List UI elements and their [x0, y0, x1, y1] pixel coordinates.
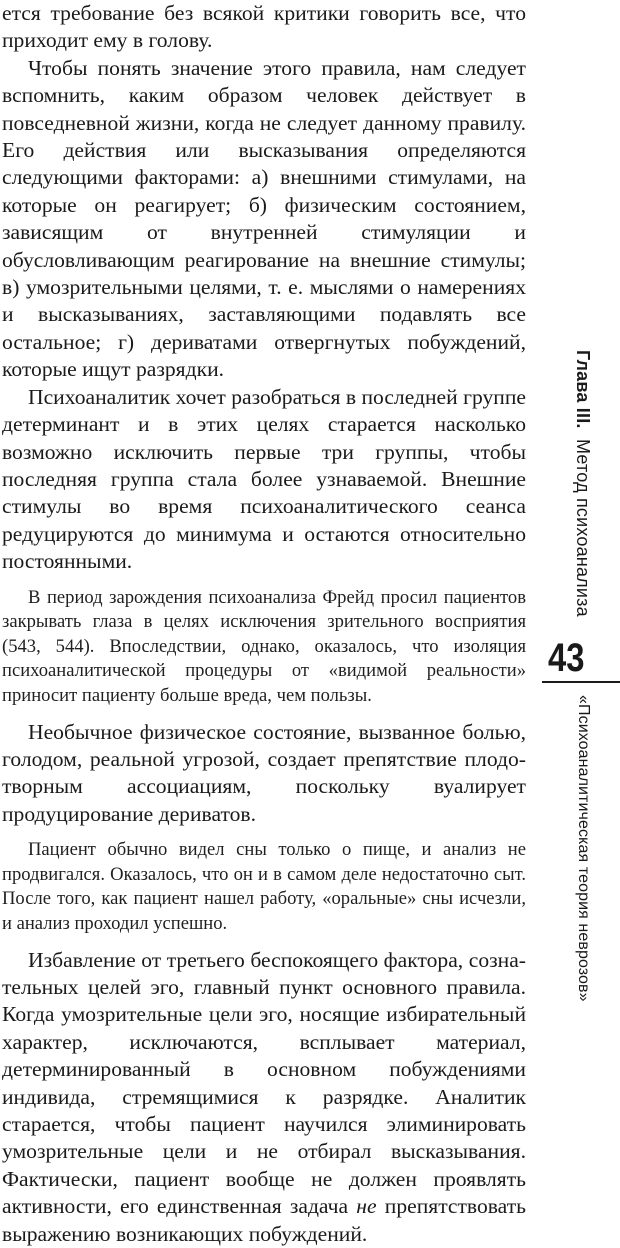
book-title: «Психоаналитическая теория неврозов»: [575, 695, 592, 1002]
page-number-rule: [542, 681, 620, 683]
paragraph-physical-state: Необычное физическое состояние, вызванное болью, голодом, реальной угрозой, создает препятствие плодотворным ассоциациям, поскольку вуалирует продуцирование дериватов.: [2, 719, 526, 826]
paragraph-rule-meaning: Чтобы понять значение этого правила, нам следует вспомнить, каким образом человек действует в повседневной жизни, когда не следует данному правилу. Его действия или высказывания определяются следующими факторами: а) внешними стимулами, на которые он реагирует; б) физическим состоянием, зависящим от внутренней стимуляции и обусловливающим реагирование на внешние стимулы; в) умозрительными целями, т. е. мыслями о намерениях и высказываниях, заставляющими подавлять все остальное; г) дериватами отвергнутых побуждений, которые ищут разрядки.: [2, 55, 526, 382]
spacer: [2, 576, 526, 586]
example-food-dreams: Пациент обычно видел сны только о пище, и анализ не продвигался. Оказалось, что он и в самом деле недостаточно сыт. После того, как пациент нашел работу, «оральные» сны исчезли, и анализ проходил успешно.: [2, 839, 526, 934]
chapter-header: [572, 350, 593, 617]
paragraph-third-factor-text-1: Избавление от третьего беспокоящего фактора, сознательных целей эго, главный пункт основного правила. Когда умозрительные цели эго, носящие избирательный характер, исключаются, всплывает материал, детерминированный в основном побуждениями индивида, стремящимися к разрядке. Аналитик старается, чтобы пациент научился элиминировать умозрительные цели и не отбирал высказывания. Фактически, пациент вообще не должен проявлять активности, его единственная задача: [2, 947, 526, 1219]
chapter-title: Метод психоанализа: [573, 439, 593, 617]
example-freud-eyes: В период зарождения психоанализа Фрейд просил пациентов закрывать глаза в целях исключения зрительного восприятия (543, 544). Впоследствии, однако, оказалось, что изоляция психоаналитической процедуры от «видимой реальности» приносит пациенту больше вреда, чем пользы.: [2, 586, 526, 706]
spacer: [2, 937, 526, 947]
page-number: 43: [548, 636, 585, 680]
emphasis-ne: не: [356, 1194, 377, 1219]
spacer: [2, 709, 526, 719]
chapter-number: Глава III.: [573, 350, 593, 429]
paragraph-psychoanalyst: Психоаналитик хочет разобраться в последней группе детерминант и в этих целях старается насколько возможно исключить первые три группы, чтобы последняя группа стала более узнаваемой. Внешние стимулы во время психоаналитического сеанса редуцируются до минимума и остаются относительно постоянными.: [2, 384, 526, 574]
paragraph-third-factor: [2, 947, 526, 1248]
text-column: [2, 0, 526, 1248]
paragraph-third-factor-text-2: препятствовать выражению возникающих побуждений.: [2, 1194, 526, 1246]
spacer: [2, 828, 526, 838]
paragraph-continuation: ется требование без всякой критики говорить все, что приходит ему в голову.: [2, 1, 526, 53]
